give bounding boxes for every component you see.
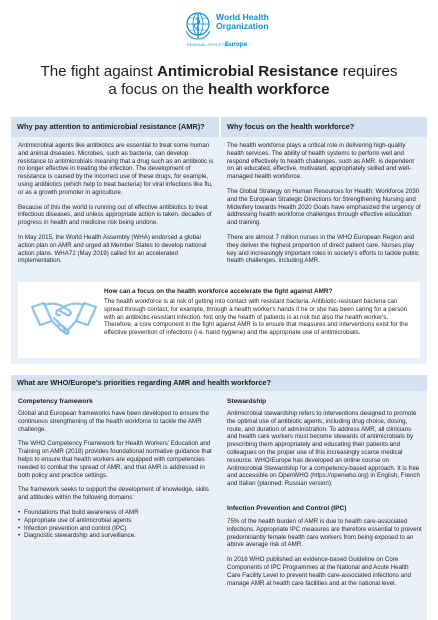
left-paragraph: Antimicrobial agents like antibiotics are essential to treat some human and animal diseases. Microbes, such as bacteria, can develop resistance to antimicrobials meaning that a drug such as an antibiotic is no longer effective in treating the infection. The development of resistance is caused by the incorrect use of these drugs, for example, using antibiotics (which help to treat bacteria) for viral infections like flu, or as a growth promoter in agriculture. [18,142,214,196]
right-paragraph: There are almost 7 million nurses in the WHO European Region and they deliver the highest proportion of direct patient care. Nurses play key and increasingly important roles in society's efforts to tackle public health challenges, including AMR. [227,233,419,265]
right-paragraph: The Global Strategy on Human Resources for Health: Workforce 2030 and the European Strategic Directions for Strengthening Nursing and Midwifery towards Health 2020 Goals have emphasized the urgency of addressing health workforce challenges through effective education and training. [227,187,421,227]
logo-regional-office: REGIONAL OFFICE FOR [187,43,231,47]
title-line2-pre: a focus on the [108,81,209,98]
ipc-paragraph: 75% of the health burden of AMR is due to health care-associated infections. Appropriate IPC measures are therefore essential to prevent predominantly female health care workers from being exposed to an above average risk of AMR. [227,518,422,549]
logo-region: Europe [225,41,248,48]
left-paragraph: Because of this the world is running out of effective antibiotics to treat infectious diseases, and unless appropriate action is taken, decades of progress in health and medicine risk being undone. [18,203,212,227]
left-paragraph: In May 2015, the World Health Assembly (WHA) endorsed a global action plan on AMR and urged all Member States to develop national action plans. WHA72 (May 2019) called for an accelerated implementation. [18,233,207,265]
callout-body: The health workforce is at risk of getting into contact with resistant bacteria. Antibiotic-resistant bacteria can spread through contact, for example, through a health worker's hands if he or she has been caring for a person with an antibiotic-resistant infection. Not only the health of patients is at risk but also the health worker's. Therefore, a core component in the fight against AMR is to ensure that measures and interventions exist for the effective prevention of infections (i.e. hand hygiene) and the appropriate use of antimicrobials. [104,298,409,337]
competency-paragraph: Global and European frameworks have been developed to ensure the continuous strengthening of the health workforce to tackle the AMR challenge. [18,410,209,433]
list-item: • Appropriate use of antimicrobial agents [18,517,214,525]
right-paragraph: The health workforce plays a critical role in delivering high-quality health services. The ability of health systems to perform well and respond effectively to health challenges, such as AMR, is dependent on an educated, effective, motivated, appropriately skilled and well-managed health workforce. [227,142,415,181]
competency-paragraph: The framework seeks to support the development of knowledge, skills and attitudes within the following domains: [18,486,209,502]
callout-title: How can a focus on the health workforce accelerate the fight against AMR? [104,288,333,295]
list-item: • Foundations that build awareness of AMR [18,509,214,517]
stewardship-body: Antimicrobial stewardship refers to interventions designed to promote the optimal use of antibiotic agents, including drug choice, dosing, route, and duration of administration. To address AMR, all clinicians and health care workers must become stewards of antimicrobials by prescribing them appropriately and educating their patients and colleagues on the proper use of this increasingly scarce medical resource. WHO/Europe has developed an online course on Antimicrobial Stewardship for a competency-based approach. It is free and accessible on OpenWHO (https://openwho.org) in English, French and Italian (planned: Russian version). [227,410,420,488]
list-item: • Infection prevention and control (IPC) [18,525,214,533]
list-item: • Diagnostic stewardship and surveillance. [18,532,214,540]
who-europe-logo [183,11,343,55]
who-emblem-icon [183,11,213,41]
right-column-heading: Why focus on the health workforce? [221,117,427,137]
page-title [0,63,438,99]
handshake-icon [30,295,98,339]
title-pre: The fight against [40,63,157,80]
ipc-body [227,518,422,587]
ipc-subheading: Infection Prevention and Control (IPC) [227,505,347,512]
left-column-heading: Why pay attention to antimicrobial resistance (AMR)? [11,117,219,137]
logo-org-line2: Organization [216,21,269,31]
stewardship-subheading: Stewardship [227,398,267,405]
competency-paragraph: The WHO Competency Framework for Health Workers' Education and Training on AMR (2018) provides foundational normative guidance that helps to ensure that health workers are equipped with competencies needed to combat the spread of AMR, and that AMR is addressed in both policy and practice settings. [18,440,212,479]
competency-subheading: Competency framework [18,398,93,405]
priorities-heading: What are WHO/Europe's priorities regarding AMR and health workforce? [11,375,427,391]
title-bold-workforce: health workforce [208,81,330,98]
ipc-paragraph: In 2016 WHO published an evidence-based Guideline on Core Components of IPC Programmes at the National and Acute Health Care Facility Level to prevent health care-associated infections and manage AMR at health care facilities and at the national level. [227,556,412,587]
left-column-body [18,142,214,265]
title-bold-amr: Antimicrobial Resistance [156,63,339,80]
competency-body [18,410,214,540]
right-column-body [227,142,422,265]
logo-org-line1: World Health [216,12,269,22]
title-mid: requires [338,63,398,80]
competency-domain-list [18,509,214,540]
